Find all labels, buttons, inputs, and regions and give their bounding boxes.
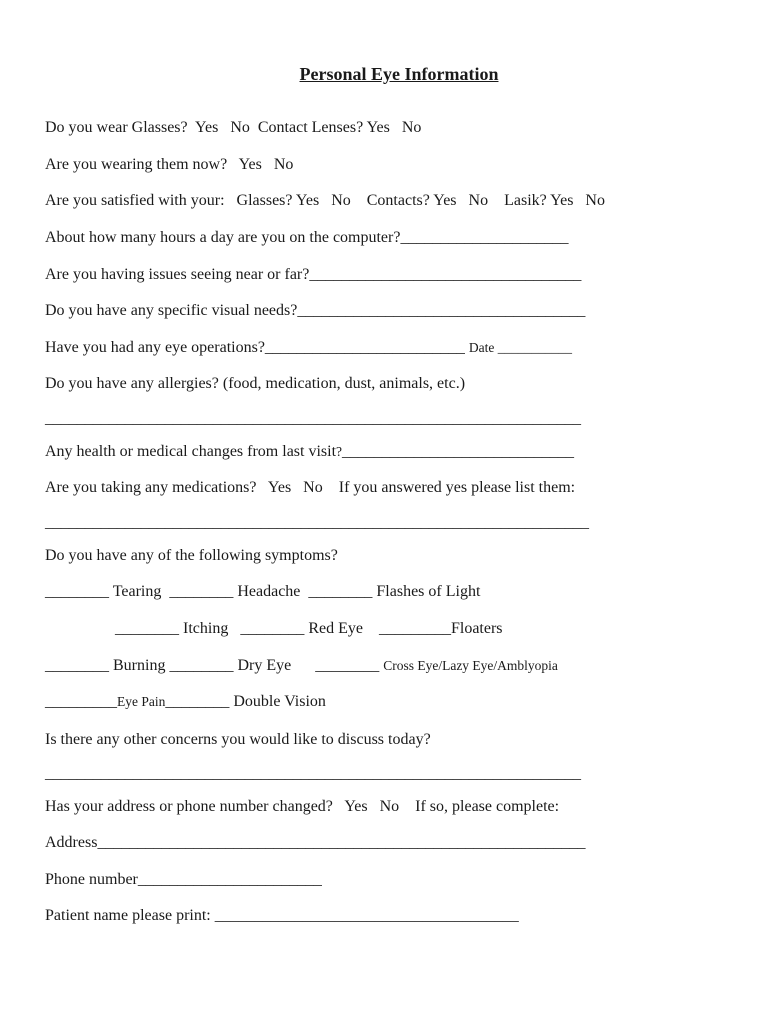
symptom-eye-pain: Eye Pain <box>117 694 166 709</box>
symptoms-row-4 <box>45 692 326 712</box>
computer-hours-question: About how many hours a day are you on the computer?_____________________ <box>45 229 569 246</box>
symptom-double-vision: ________ Double Vision <box>165 693 326 710</box>
allergies-answer-line: ___________________________________________________________________ <box>45 410 581 427</box>
satisfied-question: Are you satisfied with your: Glasses? Yes No Contacts? Yes No Lasik? Yes No <box>45 192 605 209</box>
glasses-question: Do you wear Glasses? Yes No Contact Lenses? Yes No <box>45 119 422 136</box>
symptoms-question: Do you have any of the following symptoms? <box>45 547 338 564</box>
address-changed-question: Has your address or phone number changed? Yes No If so, please complete: <box>45 798 560 815</box>
wearing-now-question: Are you wearing them now? Yes No <box>45 156 294 173</box>
phone-number-field: Phone number_______________________ <box>45 871 322 888</box>
symptoms-row-1: ________ Tearing ________ Headache ________ Flashes of Light <box>45 583 481 600</box>
visual-needs-question: Do you have any specific visual needs?____________________________________ <box>45 302 586 319</box>
medications-question: Are you taking any medications? Yes No If you answered yes please list them: <box>45 479 576 496</box>
eye-operations-label: Have you had any eye operations?_________________________ <box>45 339 469 356</box>
address-field: Address_____________________________________________________________ <box>45 834 586 851</box>
symptoms-row-2: ________ Itching ________ Red Eye _________Floaters <box>115 620 503 637</box>
medications-answer-line: ____________________________________________________________________ <box>45 514 589 531</box>
health-changes-mark: ? <box>336 444 343 459</box>
other-concerns-question: Is there any other concerns you would like to discuss today? <box>45 731 431 748</box>
symptom-cross-eye: Cross Eye/Lazy Eye/Amblyopia <box>383 658 558 673</box>
patient-name-field: Patient name please print: ______________________________________ <box>45 907 519 924</box>
allergies-question: Do you have any allergies? (food, medication, dust, animals, etc.) <box>45 375 466 392</box>
symptom-eye-pain-blank: _________ <box>45 693 117 710</box>
form-title: Personal Eye Information <box>299 64 499 84</box>
health-changes-label: Any health or medical changes from last visit <box>45 443 337 460</box>
health-changes-line: _____________________________ <box>342 443 575 460</box>
symptoms-row-3-items: ________ Burning ________ Dry Eye ________ <box>45 657 384 674</box>
symptoms-row-3 <box>45 656 558 676</box>
eye-operations-question <box>45 338 572 358</box>
other-concerns-answer-line: ___________________________________________________________________ <box>45 765 581 782</box>
health-changes-question <box>45 442 574 462</box>
near-far-question: Are you having issues seeing near or far?__________________________________ <box>45 266 582 283</box>
eye-operations-date: Date ___________ <box>468 340 573 355</box>
